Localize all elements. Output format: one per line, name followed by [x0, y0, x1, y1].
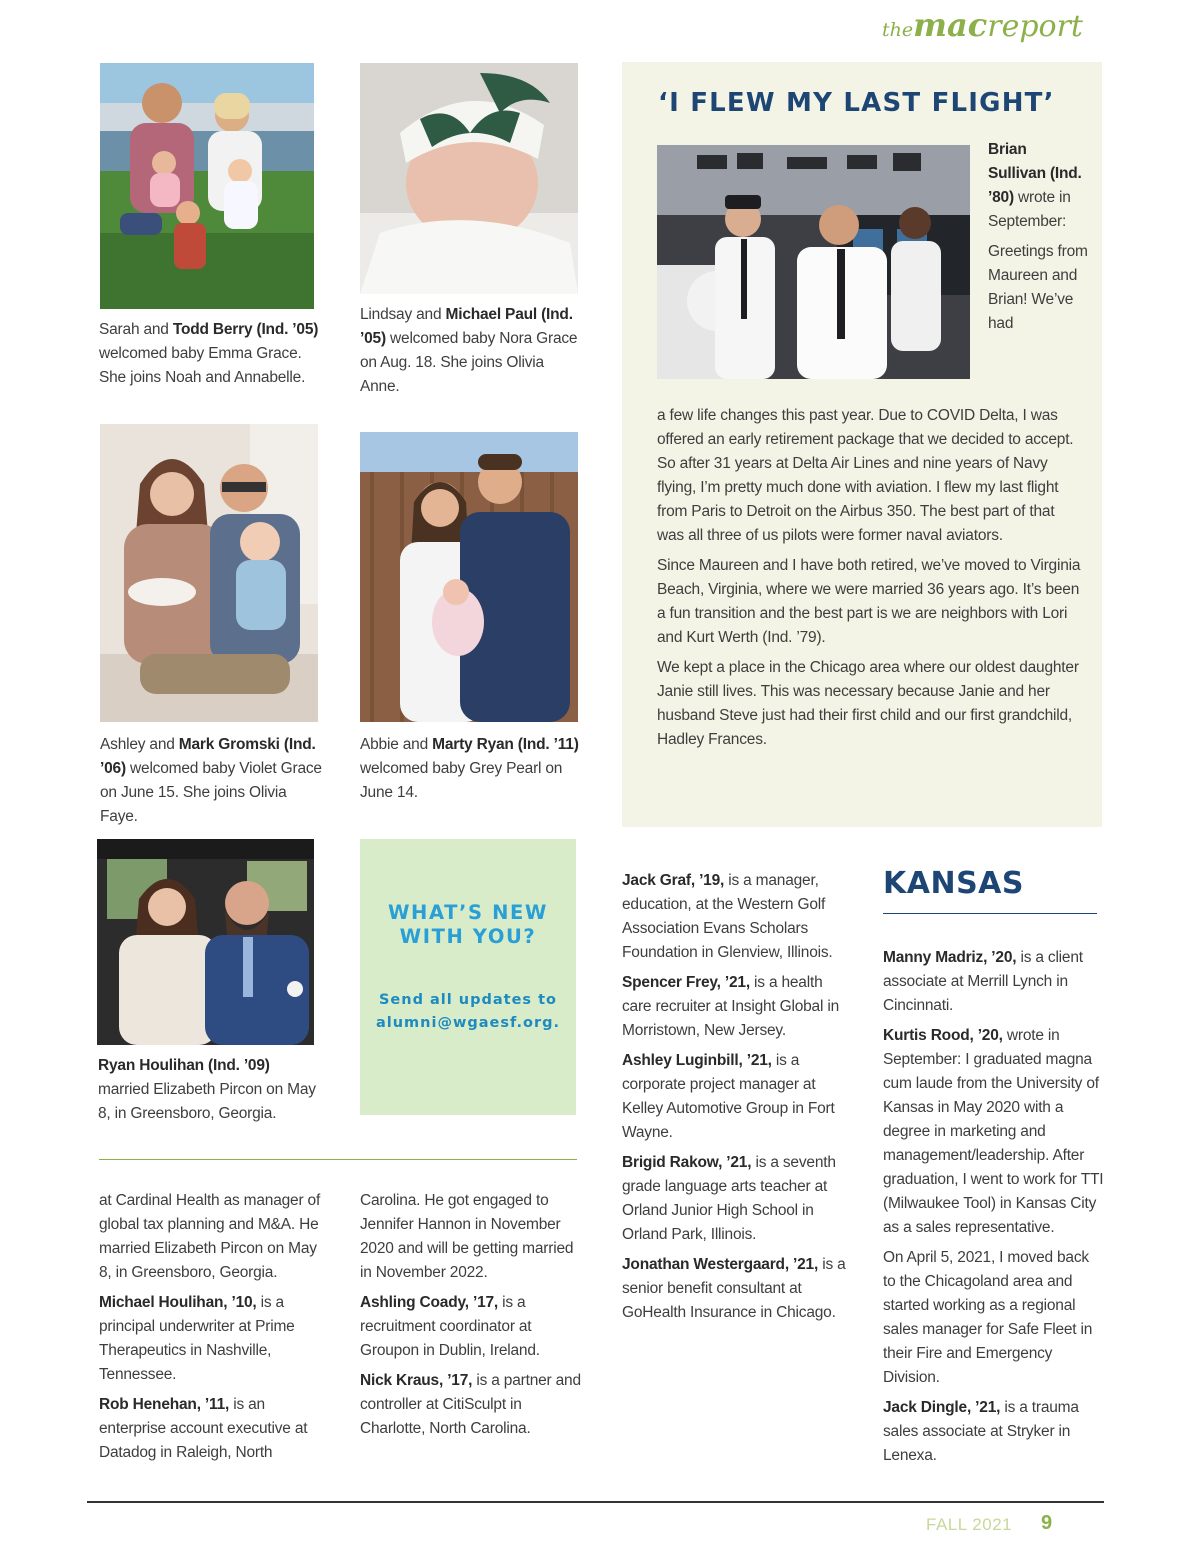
list-item: Jack Dingle, ’21, is a trauma sales associate at Stryker in Lenexa.	[883, 1399, 1079, 1464]
list-item: Spencer Frey, ’21, is a health care recruiter at Insight Global in Morristown, New Jersey.	[622, 974, 839, 1039]
section-divider	[99, 1159, 577, 1160]
feature-paragraph-3: We kept a place in the Chicago area where our oldest daughter Janie still lives. This was necessary because Janie and her husband Steve just had their first child and our first grandchild, Hadley Frances.	[657, 659, 1079, 748]
caption-paul: Lindsay and Michael Paul (Ind. ’05) welcomed baby Nora Grace on Aug. 18. She joins Olivia Anne.	[360, 306, 578, 395]
masthead-report: report	[987, 9, 1083, 44]
feature-paragraph-2: Since Maureen and I have both retired, we’ve moved to Virginia Beach, Virginia, where we were married 36 years ago. It’s been a fun transition and the best part is we are neighbors with Lori and Kurt Werth (Ind. ’79).	[657, 557, 1081, 646]
list-item: Manny Madriz, ’20, is a client associate at Merrill Lynch in Cincinnati.	[883, 949, 1083, 1014]
column-kansas-notes	[883, 946, 1105, 1474]
caption-ryan-name: Marty Ryan (Ind. ’11)	[432, 736, 579, 753]
whats-new-title: WHAT’S NEW WITH YOU?	[387, 901, 549, 948]
list-item: Ashley Luginbill, ’21, is a corporate project manager at Kelley Automotive Group in Fort Wayne.	[622, 1052, 835, 1141]
feature-author-name: Brian Sullivan (Ind. ’80)	[988, 141, 1082, 206]
caption-houlihan-name: Ryan Houlihan (Ind. ’09)	[98, 1057, 270, 1074]
caption-houlihan: Ryan Houlihan (Ind. ’09) married Elizabeth Pircon on May 8, in Greensboro, Georgia.	[98, 1057, 316, 1122]
photo-houlihan-wedding	[97, 839, 314, 1045]
whats-new-send: Send all updates to alumni@wgaesf.org.	[375, 992, 561, 1031]
photo-ryan-family	[360, 432, 578, 722]
footer-season: FALL 2021	[926, 1515, 1013, 1534]
feature-body	[657, 404, 1082, 758]
photo-cockpit-pilots	[657, 145, 970, 379]
caption-berry-name: Todd Berry (Ind. ’05)	[172, 321, 319, 338]
caption-gromski-name: Mark Gromski (Ind. ’06)	[100, 736, 316, 777]
feature-title: ‘I FLEW MY LAST FLIGHT’	[658, 88, 1055, 118]
masthead-the: the	[882, 19, 914, 41]
caption-paul-name: Michael Paul (Ind. ’05)	[360, 306, 573, 347]
masthead-mac: mac	[913, 6, 988, 44]
caption-gromski: Ashley and Mark Gromski (Ind. ’06) welcomed baby Violet Grace on June 15. She joins Olivia Faye.	[100, 736, 322, 825]
kansas-divider	[883, 913, 1097, 914]
feature-last-flight	[622, 62, 1102, 827]
column-bottom-left-notes	[99, 1189, 321, 1471]
photo-newborn-nora	[360, 63, 578, 294]
page-number: 9	[1041, 1512, 1053, 1534]
whats-new-box	[360, 839, 576, 1115]
list-item: Carolina. He got engaged to Jennifer Hannon in November 2020 and will be getting married in November 2022.	[360, 1192, 574, 1281]
photo-berry-family	[100, 63, 314, 309]
list-item: Jonathan Westergaard, ’21, is a senior benefit consultant at GoHealth Insurance in Chicago.	[622, 1256, 846, 1321]
feature-side-text: Brian Sullivan (Ind. ’80) wrote in September: Greetings from Maureen and Brian! We’ve had	[988, 138, 1088, 342]
list-item: On April 5, 2021, I moved back to the Chicagoland area and started working as a regional sales manager for Safe Fleet in their Fire and Emergency Division.	[883, 1249, 1093, 1386]
alumni-email-link[interactable]: alumni@wgaesf.org.	[375, 1015, 561, 1031]
footer-divider	[87, 1501, 1104, 1503]
list-item: Michael Houlihan, ’10, is a principal underwriter at Prime Therapeutics in Nashville, Tennessee.	[99, 1294, 295, 1383]
list-item: Ashling Coady, ’17, is a recruitment coordinator at Groupon in Dublin, Ireland.	[360, 1294, 540, 1359]
list-item: Jack Graf, ’19, is a manager, education, at the Western Golf Association Evans Scholars Foundation in Glenview, Illinois.	[622, 872, 833, 961]
column-bottom-mid-notes	[360, 1189, 582, 1447]
caption-ryan: Abbie and Marty Ryan (Ind. ’11) welcomed baby Grey Pearl on June 14.	[360, 736, 579, 801]
feature-paragraph-1: a few life changes this past year. Due to COVID Delta, I was offered an early retirement package that we decided to accept. So after 31 years at Delta Air Lines and nine years of Navy flying, I’m pretty much done with aviation. I flew my last flight from Paris to Detroit on the Airbus 350. The best part of that was all three of us pilots were former naval aviators.	[657, 407, 1074, 544]
list-item: at Cardinal Health as manager of global tax planning and M&A. He married Elizabeth Pircon on May 8, in Greensboro, Georgia.	[99, 1192, 321, 1281]
list-item: Brigid Rakow, ’21, is a seventh grade language arts teacher at Orland Junior High School in Orland Park, Illinois.	[622, 1154, 836, 1243]
photo-gromski-family	[100, 424, 318, 722]
section-heading-kansas: KANSAS	[883, 866, 1025, 901]
masthead-logo	[882, 6, 1083, 44]
caption-berry: Sarah and Todd Berry (Ind. ’05) welcomed baby Emma Grace. She joins Noah and Annabelle.	[99, 321, 319, 386]
list-item: Nick Kraus, ’17, is a partner and controller at CitiSculpt in Charlotte, North Carolina.	[360, 1372, 581, 1437]
list-item: Rob Henehan, ’11, is an enterprise account executive at Datadog in Raleigh, North	[99, 1396, 308, 1461]
feature-greeting: Greetings from Maureen and Brian! We’ve had	[988, 243, 1088, 332]
column-middle-notes	[622, 869, 848, 1331]
list-item: Kurtis Rood, ’20, wrote in September: I graduated magna cum laude from the University of Kansas in May 2020 with a degree in marketing and management/leadership. After graduation, I went to work for TTI (Milwaukee Tool) in Kansas City as a sales representative.	[883, 1027, 1104, 1236]
